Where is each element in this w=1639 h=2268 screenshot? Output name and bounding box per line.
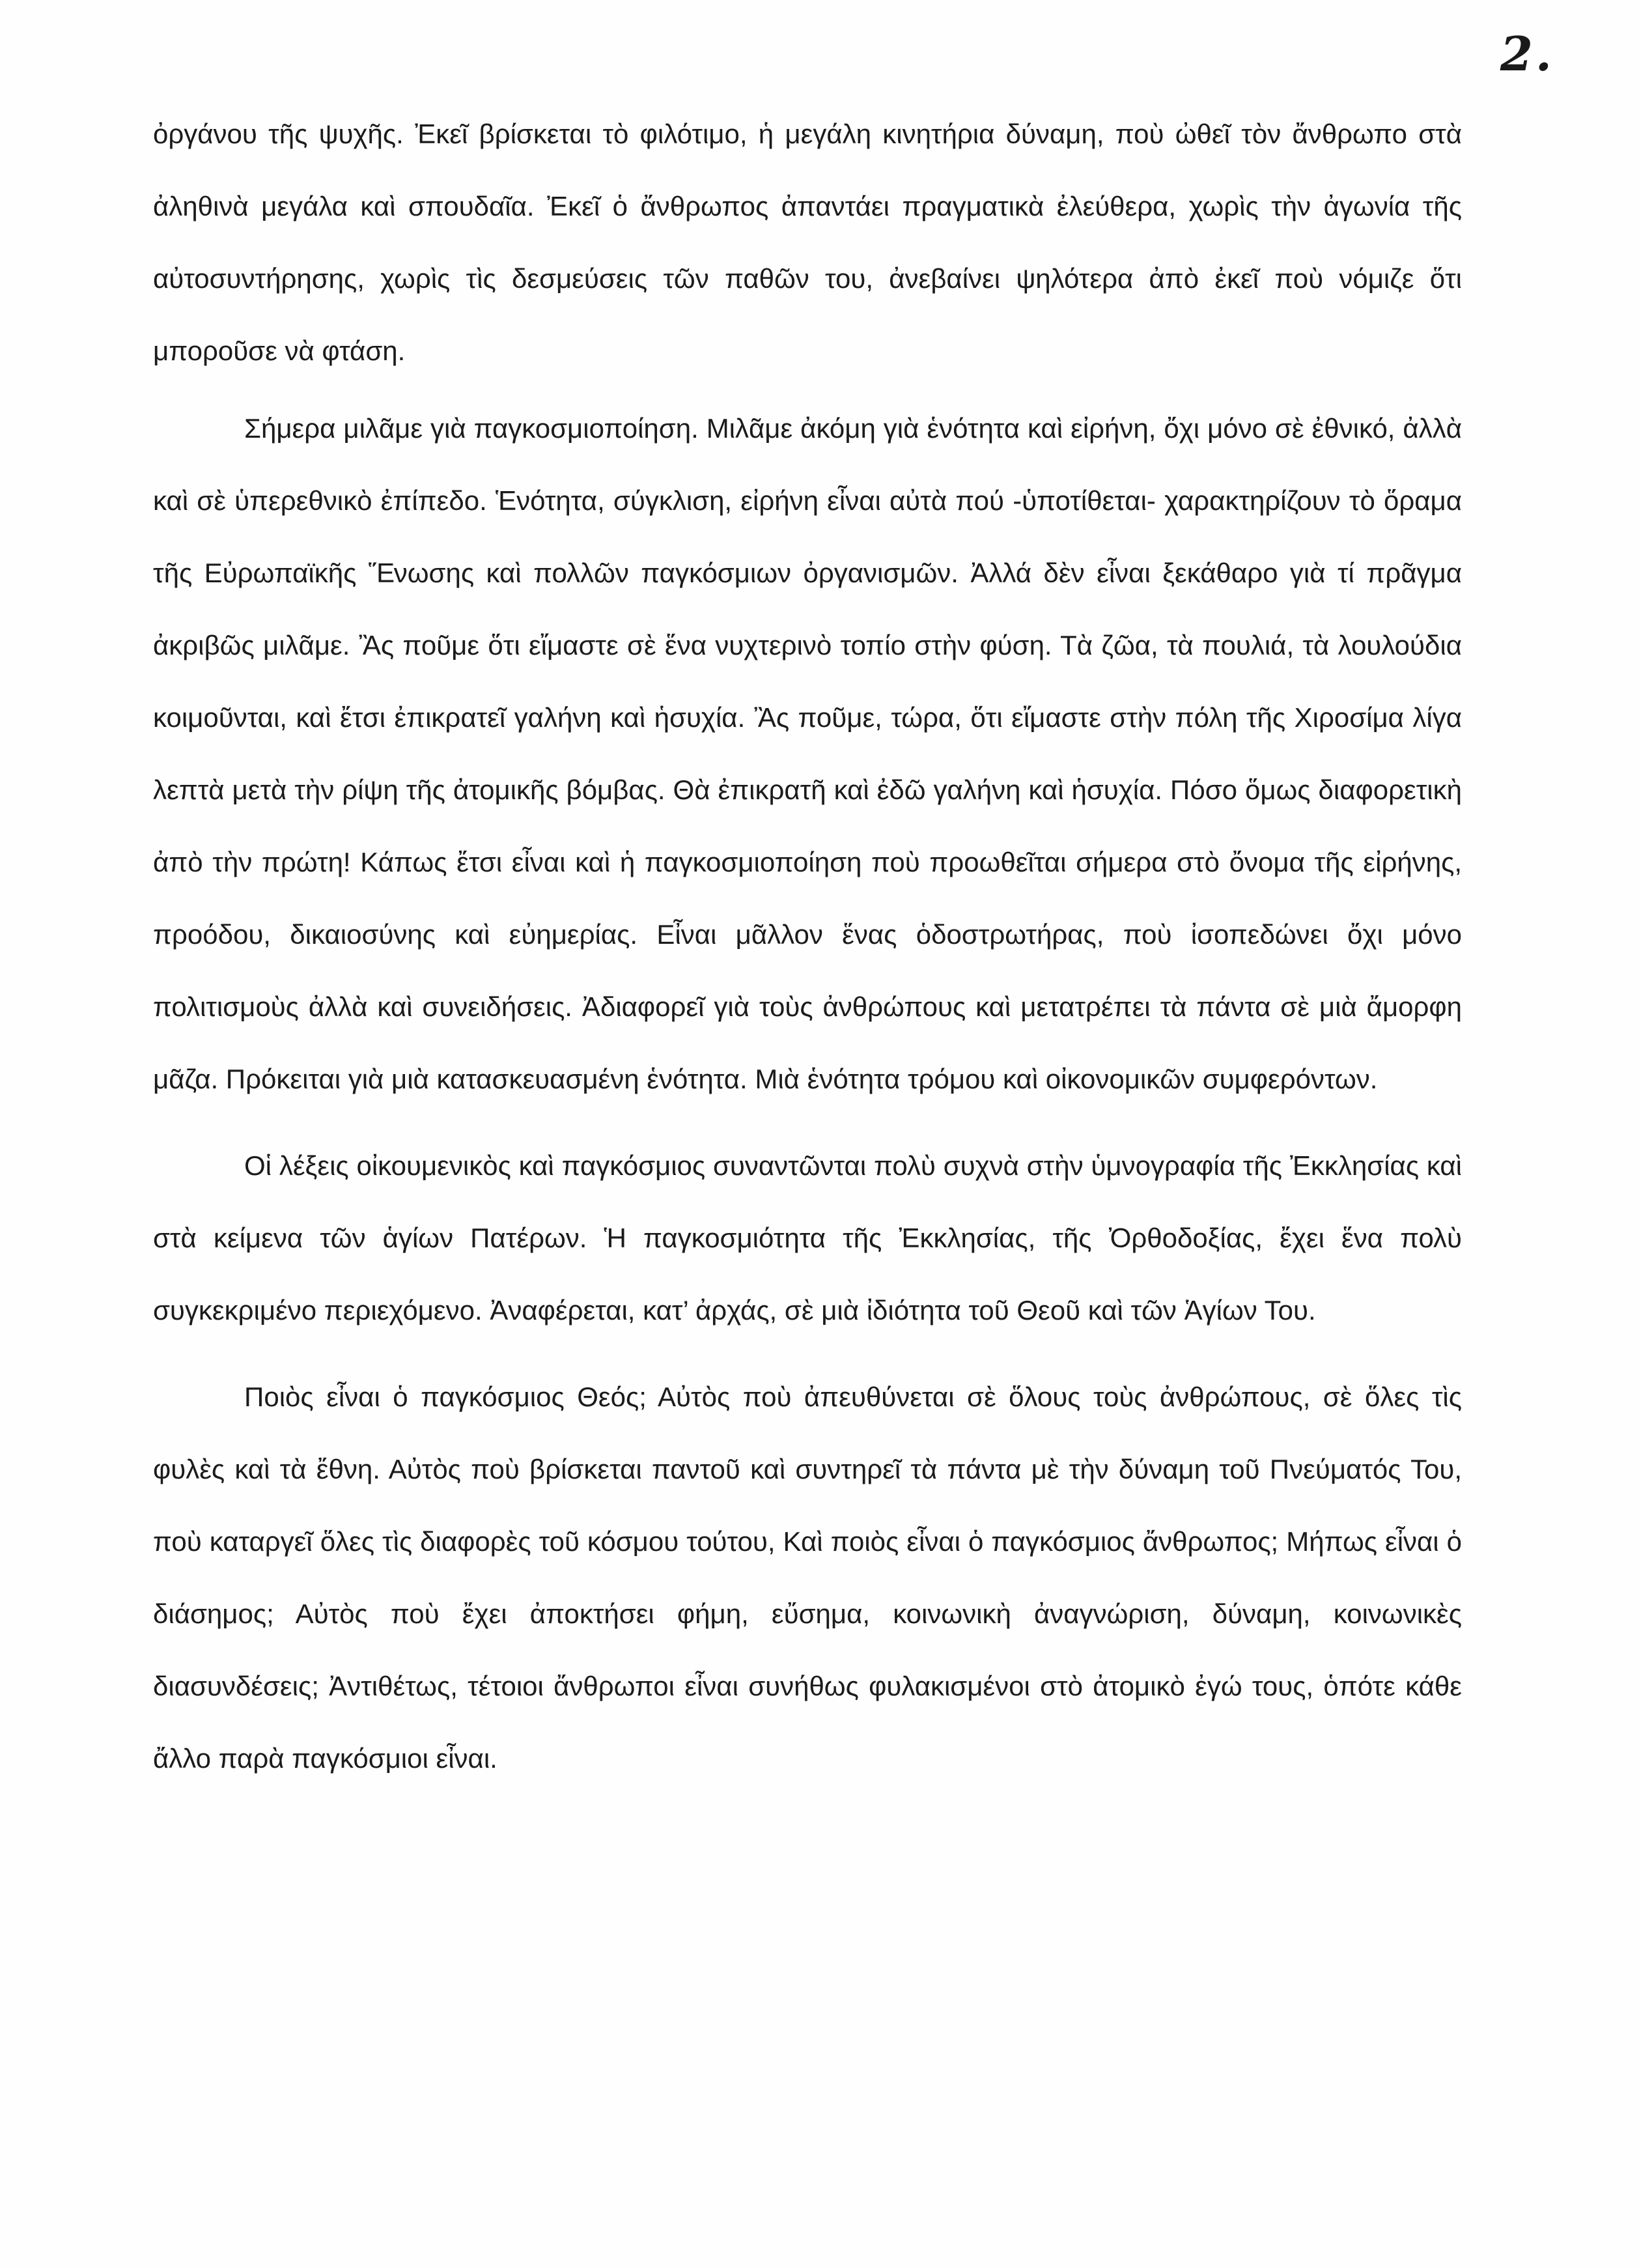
paragraph-1: ὀργάνου τῆς ψυχῆς. Ἐκεῖ βρίσκεται τὸ φιλότιμο, ἡ μεγάλη κινητήρια δύναμη, ποὺ ὠθεῖ τὸν ἄνθρωπο στὰ ἀληθινὰ μεγάλα καὶ σπουδαῖα. Ἐκεῖ ὁ ἄνθρωπος ἀπαντάει πραγματικὰ ἐλεύθερα, χωρὶς τὴν ἀγωνία τῆς αὐτοσυντήρησης, χωρὶς τὶς δεσμεύσεις τῶν παθῶν του, ἀνεβαίνει ψηλότερα ἀπὸ ἐκεῖ ποὺ νόμιζε ὅτι μποροῦσε νὰ φτάση.	[153, 119, 1462, 366]
page-number: 2.	[1500, 26, 1554, 81]
body-text	[153, 98, 1462, 1794]
paragraph-3: Οἱ λέξεις οἰκουμενικὸς καὶ παγκόσμιος συναντῶνται πολὺ συχνὰ στὴν ὑμνογραφία τῆς Ἐκκλησίας καὶ στὰ κείμενα τῶν ἁγίων Πατέρων. Ἡ παγκοσμιότητα τῆς Ἐκκλησίας, τῆς Ὀρθοδοξίας, ἔχει ἕνα πολὺ συγκεκριμένο περιεχόμενο. Ἀναφέρεται, κατ’ ἀρχάς, σὲ μιὰ ἰδιότητα τοῦ Θεοῦ καὶ τῶν Ἁγίων Του.	[153, 1150, 1462, 1325]
paragraph-4: Ποιὸς εἶναι ὁ παγκόσμιος Θεός; Αὐτὸς ποὺ ἀπευθύνεται σὲ ὅλους τοὺς ἀνθρώπους, σὲ ὅλες τὶς φυλὲς καὶ τὰ ἔθνη. Αὐτὸς ποὺ βρίσκεται παντοῦ καὶ συντηρεῖ τὰ πάντα μὲ τὴν δύναμη τοῦ Πνεύματός Του, ποὺ καταργεῖ ὅλες τὶς διαφορὲς τοῦ κόσμου τούτου, Καὶ ποιὸς εἶναι ὁ παγκόσμιος ἄνθρωπος; Μήπως εἶναι ὁ διάσημος; Αὐτὸς ποὺ ἔχει ἀποκτήσει φήμη, εὔσημα, κοινωνικὴ ἀναγνώριση, δύναμη, κοινωνικὲς διασυνδέσεις; Ἀντιθέτως, τέτοιοι ἄνθρωποι εἶναι συνήθως φυλακισμένοι στὸ ἀτομικὸ ἐγώ τους, ὁπότε κάθε ἄλλο παρὰ παγκόσμιοι εἶναι.	[153, 1382, 1462, 1774]
paragraph-2: Σήμερα μιλᾶμε γιὰ παγκοσμιοποίηση. Μιλᾶμε ἀκόμη γιὰ ἑνότητα καὶ εἰρήνη, ὄχι μόνο σὲ ἐθνικό, ἀλλὰ καὶ σὲ ὑπερεθνικὸ ἐπίπεδο. Ἑνότητα, σύγκλιση, εἰρήνη εἶναι αὐτὰ πού -ὑποτίθεται- χαρακτηρίζουν τὸ ὅραμα τῆς Εὐρωπαϊκῆς Ἕνωσης καὶ πολλῶν παγκόσμιων ὀργανισμῶν. Ἀλλά δὲν εἶναι ξεκάθαρο γιὰ τί πρᾶγμα ἀκριβῶς μιλᾶμε. Ἂς ποῦμε ὅτι εἴμαστε σὲ ἕνα νυχτερινὸ τοπίο στὴν φύση. Τὰ ζῶα, τὰ πουλιά, τὰ λουλούδια κοιμοῦνται, καὶ ἔτσι ἐπικρατεῖ γαλήνη καὶ ἡσυχία. Ἂς ποῦμε, τώρα, ὅτι εἴμαστε στὴν πόλη τῆς Χιροσίμα λίγα λεπτὰ μετὰ τὴν ρίψη τῆς ἀτομικῆς βόμβας. Θὰ ἐπικρατῆ καὶ ἐδῶ γαλήνη καὶ ἡσυχία. Πόσο ὅμως διαφορετικὴ ἀπὸ τὴν πρώτη! Κάπως ἔτσι εἶναι καὶ ἡ παγκοσμιοποίηση ποὺ προωθεῖται σήμερα στὸ ὄνομα τῆς εἰρήνης, προόδου, δικαιοσύνης καὶ εὐημερίας. Εἶναι μᾶλλον ἕνας ὁδοστρωτήρας, ποὺ ἰσοπεδώνει ὄχι μόνο πολιτισμοὺς ἀλλὰ καὶ συνειδήσεις. Ἀδιαφορεῖ γιὰ τοὺς ἀνθρώπους καὶ μετατρέπει τὰ πάντα σὲ μιὰ ἄμορφη μᾶζα. Πρόκειται γιὰ μιὰ κατασκευασμένη ἑνότητα. Μιὰ ἑνότητα τρόμου καὶ οἰκονομικῶν συμφερόντων.	[153, 413, 1462, 1094]
